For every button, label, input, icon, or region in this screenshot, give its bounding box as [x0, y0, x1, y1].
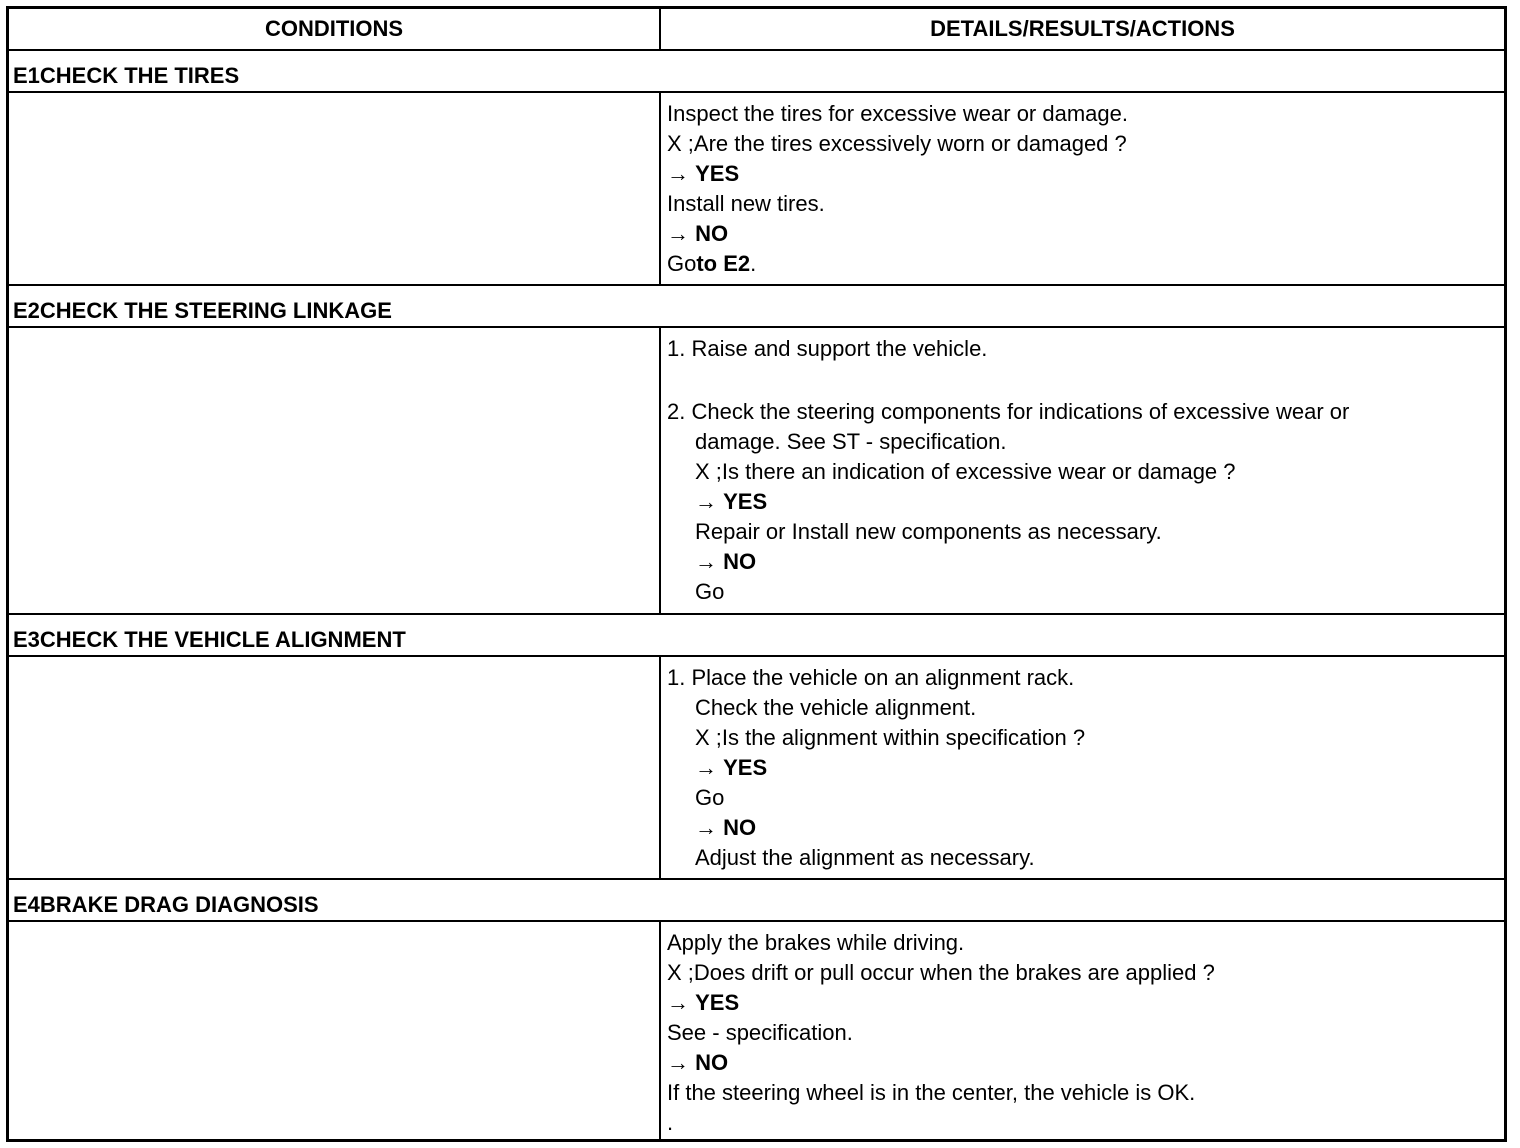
header-conditions: CONDITIONS [9, 9, 661, 49]
no-branch: → NO [667, 1050, 729, 1075]
detail-line: See - specification. [667, 1020, 853, 1045]
header-details: DETAILS/RESULTS/ACTIONS [930, 16, 1235, 41]
yes-branch: → YES [667, 990, 740, 1015]
details-cell [661, 657, 1504, 878]
goto-line: Goto E2. [667, 251, 757, 276]
detail-line: Adjust the alignment as necessary. [695, 845, 1035, 870]
conditions-cell [9, 922, 661, 1139]
section-body-e3 [9, 657, 1504, 880]
no-branch: → NO [667, 221, 729, 246]
question-line: X ;Are the tires excessively worn or damaged ? [667, 131, 1127, 156]
yes-branch: → YES [695, 755, 768, 780]
arrow-icon: → [667, 221, 689, 246]
arrow-icon: → [695, 815, 717, 840]
section-title-e2: E2CHECK THE STEERING LINKAGE [9, 286, 1504, 328]
yes-branch: → YES [695, 489, 768, 514]
question-line: X ;Is there an indication of excessive wear or damage ? [695, 459, 1236, 484]
yes-branch: → YES [667, 161, 740, 186]
detail-line: Go [695, 579, 725, 604]
diagnostic-table [6, 6, 1507, 1142]
arrow-icon: → [667, 161, 689, 186]
section-body-e4 [9, 922, 1504, 1139]
arrow-icon: → [695, 549, 717, 574]
no-branch: → NO [695, 815, 757, 840]
table-header-row [9, 9, 1504, 51]
step-line: 1. Raise and support the vehicle. [667, 336, 988, 361]
section-title-e3: E3CHECK THE VEHICLE ALIGNMENT [9, 615, 1504, 657]
detail-line: Repair or Install new components as necessary. [695, 519, 1162, 544]
section-title-e1: E1CHECK THE TIRES [9, 51, 1504, 93]
step-line: 2. Check the steering components for indications of excessive wear or [667, 399, 1350, 424]
detail-line: Go [695, 785, 725, 810]
section-title-e4: E4BRAKE DRAG DIAGNOSIS [9, 880, 1504, 922]
conditions-cell [9, 93, 661, 284]
section-body-e1 [9, 93, 1504, 286]
detail-line: Inspect the tires for excessive wear or damage. [667, 101, 1128, 126]
no-branch: → NO [695, 549, 757, 574]
step-line: 1. Place the vehicle on an alignment rack. [667, 665, 1075, 690]
question-line: X ;Is the alignment within specification ? [695, 725, 1086, 750]
detail-line: Apply the brakes while driving. [667, 930, 965, 955]
arrow-icon: → [667, 990, 689, 1015]
details-cell [661, 93, 1504, 284]
detail-line: Install new tires. [667, 191, 825, 216]
arrow-icon: → [695, 755, 717, 780]
arrow-icon: → [667, 1050, 689, 1075]
arrow-icon: → [695, 489, 717, 514]
detail-line: If the steering wheel is in the center, the vehicle is OK. [667, 1080, 1196, 1105]
detail-line: Check the vehicle alignment. [695, 695, 977, 720]
details-cell [661, 328, 1504, 613]
conditions-cell [9, 657, 661, 878]
goto-link-e2: to E2 [696, 251, 751, 276]
section-body-e2 [9, 328, 1504, 615]
detail-line: damage. See ST - specification. [695, 429, 1007, 454]
question-line: X ;Does drift or pull occur when the brakes are applied ? [667, 960, 1215, 985]
detail-line: . [667, 1110, 674, 1135]
details-cell [661, 922, 1504, 1139]
conditions-cell [9, 328, 661, 613]
